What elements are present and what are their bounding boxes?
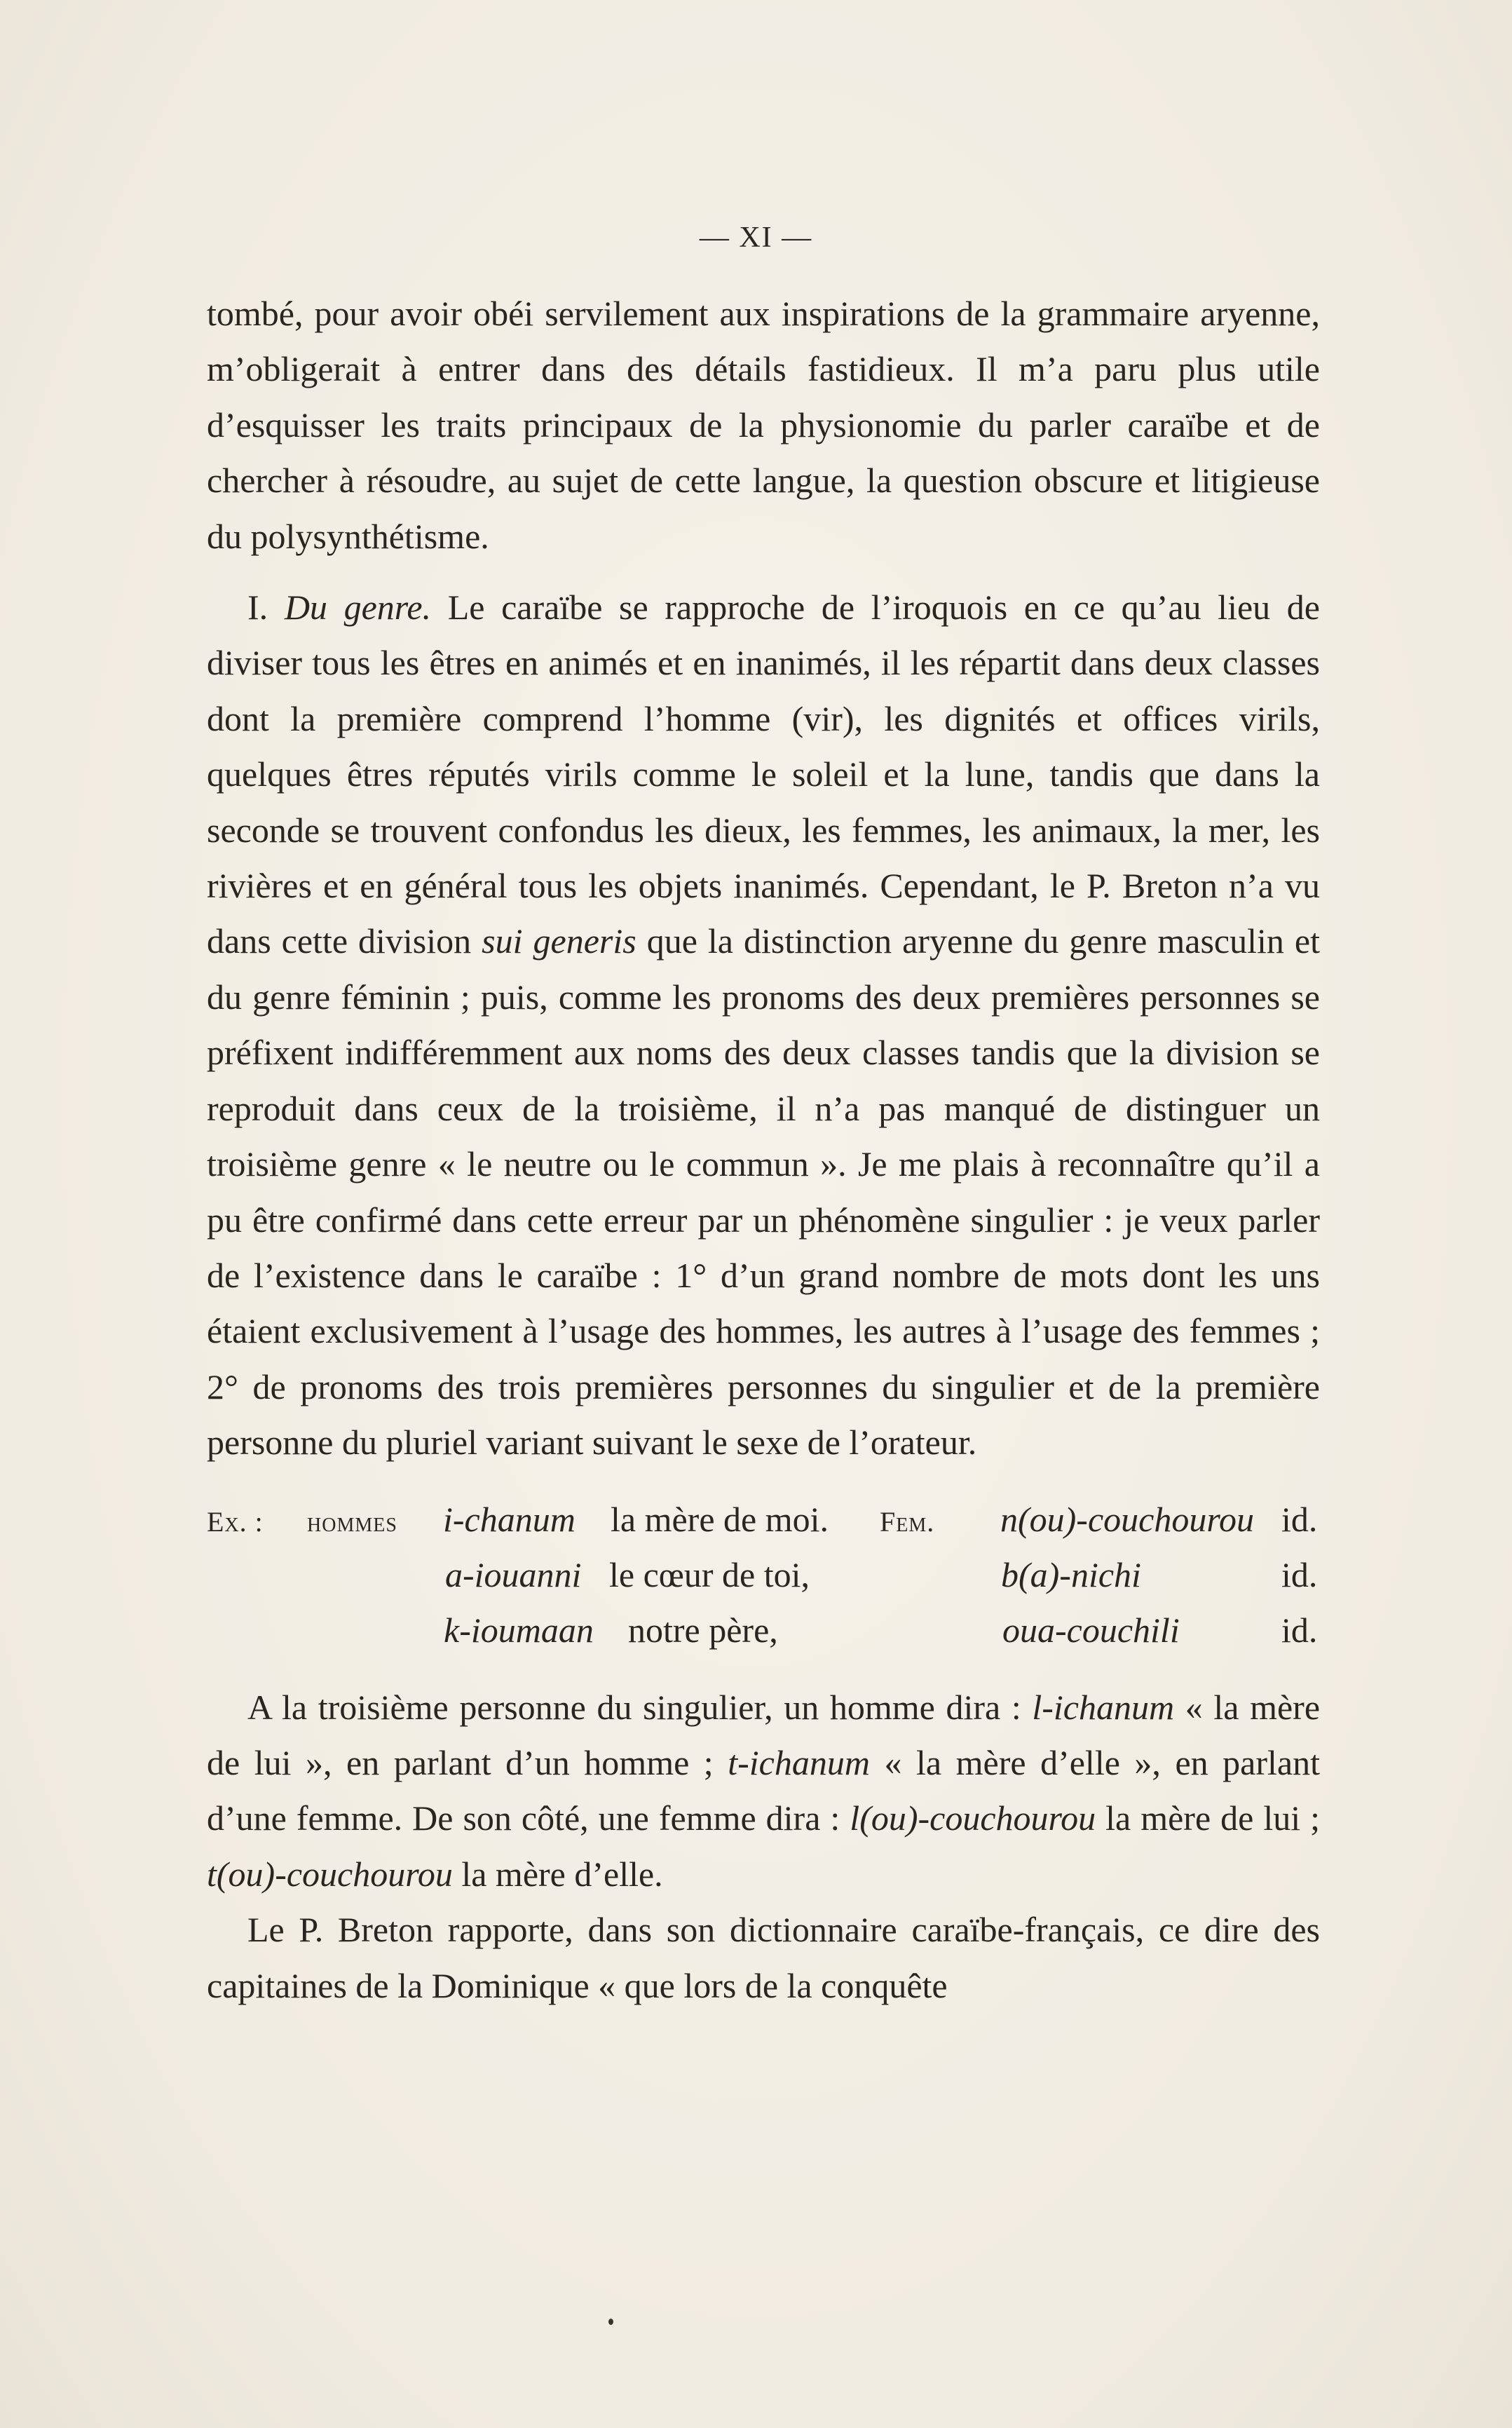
section-title: Du genre.	[284, 588, 432, 628]
men-gloss: notre père,	[628, 1610, 778, 1650]
body-text	[207, 286, 1320, 2014]
caribbean-word: t-ichanum	[728, 1742, 870, 1782]
example-row	[207, 1492, 1320, 1547]
text-run: « la mère de lui », en parlant d’un homme ;	[207, 1687, 1321, 1782]
paragraph-1: tombé, pour avoir obéi servilement aux inspirations de la grammaire aryenne, m’obligerait à entrer dans des détails fastidieux. Il m’a paru plus utile d’esquisser les traits principaux de la physionomie du parler caraïbe et de chercher à résoudre, au sujet de cette langue, la question obscure et litigieuse du polysynthétisme.	[207, 294, 1320, 556]
page-number-header: — XI —	[699, 222, 813, 254]
women-word: oua-couchili	[1002, 1610, 1180, 1650]
men-gloss: le cœur de toi,	[609, 1554, 810, 1594]
paragraph-gender	[207, 580, 1320, 1471]
example-label: Ex. :	[207, 1505, 264, 1538]
women-gloss: id.	[1281, 1499, 1318, 1539]
text-run: la mère d’elle.	[452, 1854, 663, 1894]
text-run: la mère de lui ;	[1096, 1798, 1320, 1838]
section-number: I.	[247, 588, 285, 628]
text-run: « la mère d’elle », en parlant d’une femme. De son côté, une femme dira :	[207, 1742, 1320, 1838]
paragraph-gender-text-1: Le caraïbe se rapproche de l’iroquois en ce qu’au lieu de diviser tous les êtres en animés et en inanimés, il les répartit dans deux classes dont la première comprend l’homme (vir), les dignités et offices virils, quelques êtres réputés virils comme le soleil et la lune, tandis que dans la seconde se trouvent confondus les dieux, les femmes, les animaux, la mer, les rivières et en général tous les objets inanimés. Cependant, le P. Breton n’a vu dans cette division	[207, 588, 1320, 961]
example-row	[207, 1547, 1320, 1603]
men-label: hommes	[307, 1505, 397, 1538]
women-gloss: id.	[1281, 1554, 1318, 1594]
paragraph-third-person	[207, 1680, 1320, 1903]
printer-mark	[608, 2319, 613, 2325]
men-word: i-chanum	[443, 1499, 575, 1539]
women-word: b(a)-nichi	[1001, 1554, 1141, 1594]
caribbean-word: l(ou)-couchourou	[850, 1798, 1096, 1838]
men-word: k-ioumaan	[444, 1610, 594, 1650]
text-run: A la troisième personne du singulier, un homme dira :	[247, 1687, 1033, 1727]
paragraph-breton: Le P. Breton rapporte, dans son dictionnaire caraïbe-français, ce dire des capitaines de la Dominique « que lors de la conquête	[207, 1910, 1320, 2005]
women-label: Fem.	[880, 1505, 935, 1538]
examples-table	[207, 1492, 1320, 1659]
example-row	[207, 1603, 1320, 1658]
men-gloss: la mère de moi.	[611, 1499, 829, 1539]
women-word: n(ou)-couchourou	[1000, 1499, 1254, 1539]
latin-term: sui generis	[482, 921, 636, 961]
caribbean-word: t(ou)-couchourou	[207, 1854, 453, 1894]
caribbean-word: l-ichanum	[1032, 1687, 1175, 1727]
paragraph-gender-text-2: que la distinction aryenne du genre masculin et du genre féminin ; puis, comme les pronoms des deux premières personnes se préfixent indifféremment aux noms des deux classes tandis que la division se reproduit dans ceux de la troisième, il n’a pas manqué de distinguer un troisième genre « le neutre ou le commun ». Je me plais à reconnaître qu’il a pu être confirmé dans cette erreur par un phénomène singulier : je veux parler de l’existence dans le caraïbe : 1° d’un grand nombre de mots dont les uns étaient exclusivement à l’usage des hommes, les autres à l’usage des femmes ; 2° de pronoms des trois premières personnes du singulier et de la première personne du pluriel variant suivant le sexe de l’orateur.	[207, 921, 1320, 1463]
men-word: a-iouanni	[445, 1554, 582, 1594]
women-gloss: id.	[1281, 1610, 1318, 1650]
